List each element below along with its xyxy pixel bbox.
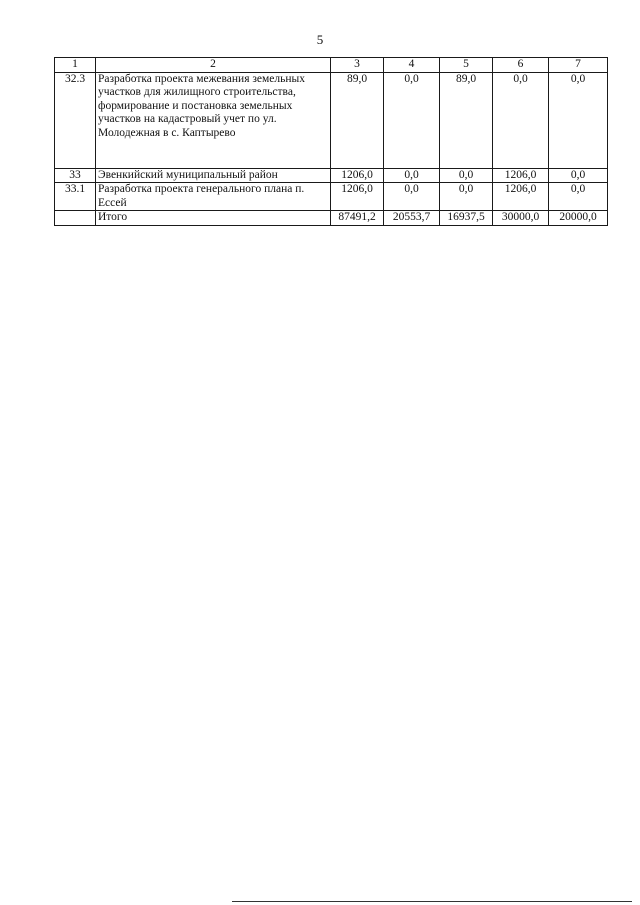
- value-cell: 0,0: [384, 183, 440, 211]
- value-cell: 87491,2: [331, 211, 384, 226]
- table-row: [55, 183, 608, 211]
- value-cell: 20553,7: [384, 211, 440, 226]
- value-cell: 1206,0: [493, 183, 549, 211]
- header-cell: 6: [493, 58, 549, 73]
- value-cell: 0,0: [549, 183, 608, 211]
- value-cell: 30000,0: [493, 211, 549, 226]
- row-name: Разработка проекта межевания земельных участков для жилищного строительства, формирование и постановка земельных участков на кадастровый учет по ул. Молодежная в с. Каптырево: [96, 72, 331, 168]
- table-header-row: [55, 58, 608, 73]
- row-number: 33.1: [55, 183, 96, 211]
- row-name: Разработка проекта генерального плана п. Ессей: [96, 183, 331, 211]
- header-cell: 4: [384, 58, 440, 73]
- value-cell: 89,0: [440, 72, 493, 168]
- value-cell: 20000,0: [549, 211, 608, 226]
- row-number: 32.3: [55, 72, 96, 168]
- table-total-row: [55, 211, 608, 226]
- row-name: Итого: [96, 211, 331, 226]
- page-number: 5: [316, 32, 324, 47]
- value-cell: 0,0: [549, 168, 608, 183]
- header-cell: 3: [331, 58, 384, 73]
- value-cell: 0,0: [440, 168, 493, 183]
- value-cell: 0,0: [493, 72, 549, 168]
- value-cell: 16937,5: [440, 211, 493, 226]
- value-cell: 1206,0: [331, 168, 384, 183]
- header-cell: 7: [549, 58, 608, 73]
- header-cell: 2: [96, 58, 331, 73]
- table-row: [55, 168, 608, 183]
- table-row: [55, 72, 608, 168]
- value-cell: 0,0: [384, 168, 440, 183]
- footer-divider: [232, 901, 632, 902]
- value-cell: 89,0: [331, 72, 384, 168]
- row-number: [55, 211, 96, 226]
- budget-table: [54, 57, 608, 226]
- header-cell: 5: [440, 58, 493, 73]
- value-cell: 1206,0: [331, 183, 384, 211]
- row-name: Эвенкийский муниципальный район: [96, 168, 331, 183]
- value-cell: 0,0: [384, 72, 440, 168]
- value-cell: 0,0: [440, 183, 493, 211]
- header-cell: 1: [55, 58, 96, 73]
- value-cell: 0,0: [549, 72, 608, 168]
- value-cell: 1206,0: [493, 168, 549, 183]
- row-number: 33: [55, 168, 96, 183]
